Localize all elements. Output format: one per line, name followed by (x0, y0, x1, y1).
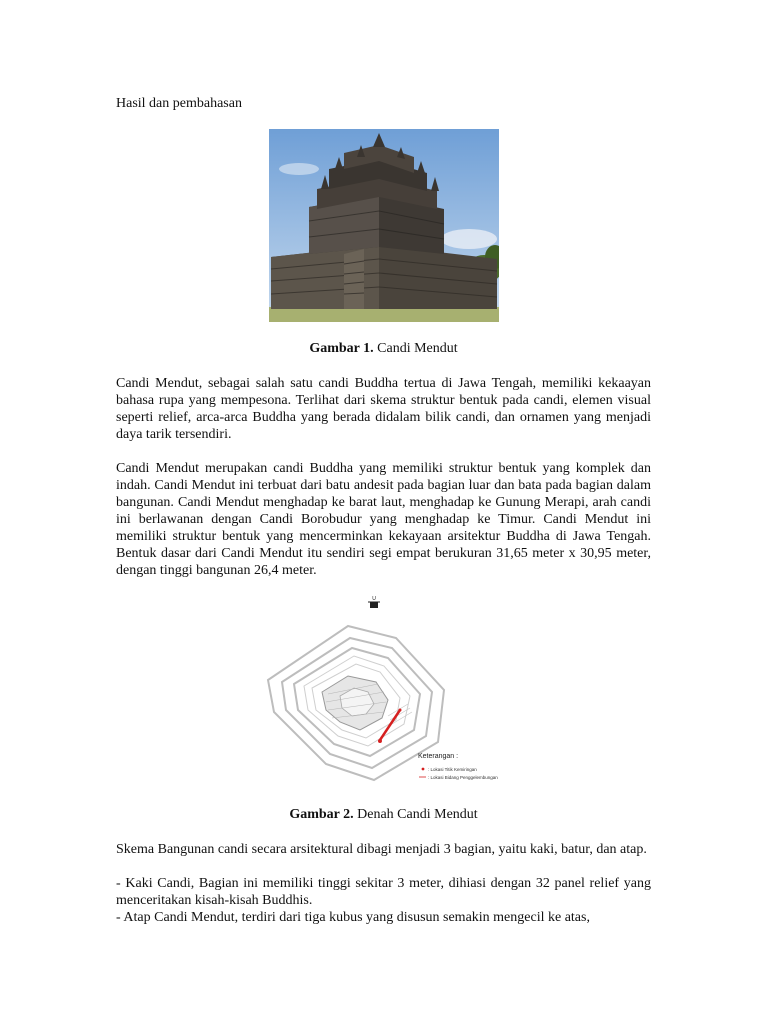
figure1-label: Gambar 1. (309, 341, 374, 356)
north-label: U (372, 596, 376, 602)
paragraph-1: Candi Mendut, sebagai salah satu candi Buddha tertua di Jawa Tengah, memiliki kekaayan bahasa rupa yang mempesona. Terlihat dari skema struktur bentuk pada candi, elemen visual seperti relief, arca-arca Buddha yang berada didalam bilik candi, dan ornamen yang menjadi daya tarik tersendiri. (116, 376, 651, 442)
figure2-label: Gambar 2. (289, 807, 354, 822)
figure2-caption (116, 806, 651, 823)
paragraph-2: Candi Mendut merupakan candi Buddha yang memiliki struktur bentuk yang komplek dan indah. Candi Mendut ini terbuat dari batu andesit pada bagian luar dan bata pada bagian dalam bangunan. Candi Mendut menghadap ke barat laut, menghadap ke Gunung Merapi, arah candi ini berlawanan dengan Candi Borobudur yang menghadap ke Timur. Candi Mendut ini memiliki struktur bentuk yang mencerminkan kekayaan arsitektur Buddha di Jawa Tengah. Bentuk dasar dari Candi Mendut itu sendiri segi empat berukuran 31,65 meter x 30,95 meter, dengan tinggi bangunan 26,4 meter. (116, 461, 651, 578)
figure1-caption (116, 340, 651, 357)
paragraph-3: Skema Bangunan candi secara arsitektural dibagi menjadi 3 bagian, yaitu kaki, batur, dan atap. (116, 842, 647, 857)
legend-item-2: : Lokasi Bidang Penggelembungan (428, 775, 498, 780)
figure2-caption-text: Denah Candi Mendut (357, 807, 478, 822)
legend-item-1: : Lokasi Titik Kemiringan (428, 767, 477, 772)
paragraph-4: - Kaki Candi, Bagian ini memiliki tinggi sekitar 3 meter, dihiasi dengan 32 panel relief yang menceritakan kisah-kisah Buddhis. (116, 876, 651, 908)
temple-photo (269, 129, 499, 322)
section-heading: Hasil dan pembahasan (116, 96, 242, 111)
floor-plan (248, 592, 522, 790)
legend-title: Keterangan : (418, 753, 459, 760)
paragraph-5: - Atap Candi Mendut, terdiri dari tiga kubus yang disusun semakin mengecil ke atas, (116, 910, 590, 925)
figure1-caption-text: Candi Mendut (377, 341, 458, 356)
